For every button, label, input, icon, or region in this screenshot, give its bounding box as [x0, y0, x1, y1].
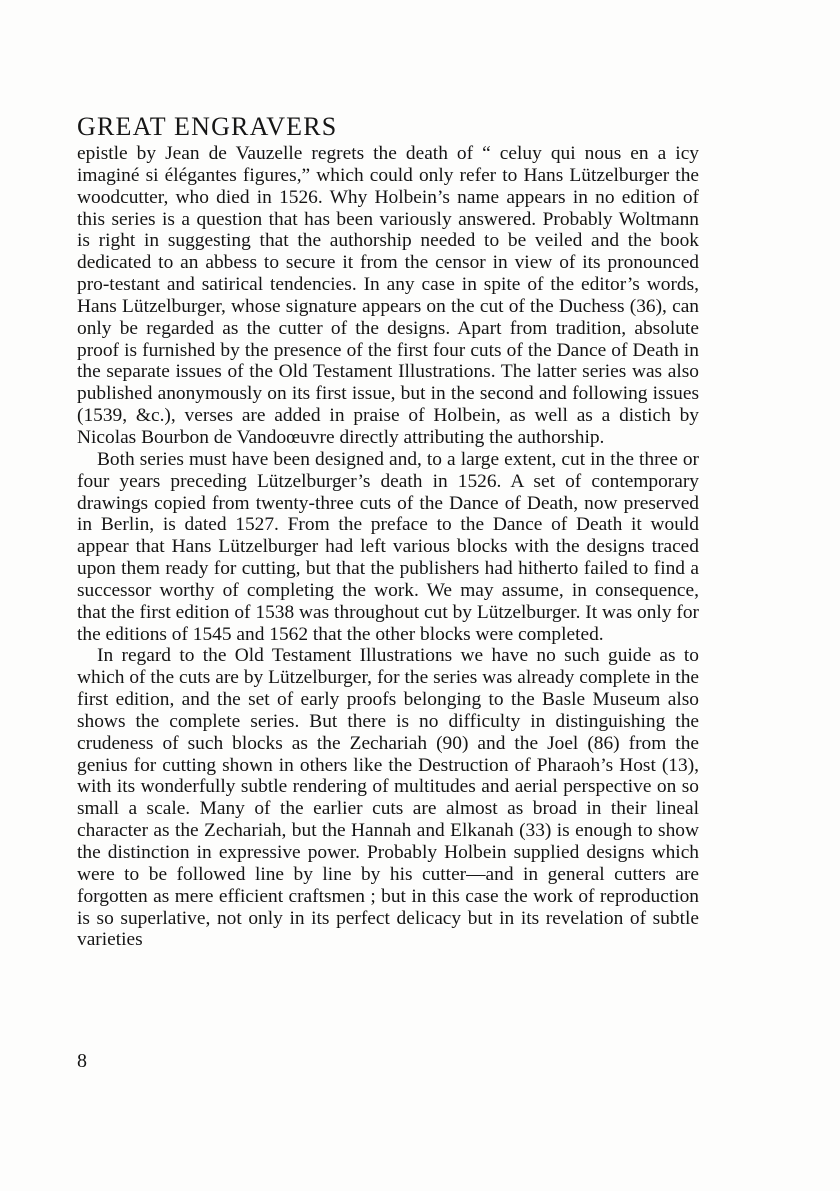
paragraph: epistle by Jean de Vauzelle regrets the death of “ celuy qui nous en a icy imaginé si élégantes figures,” which could only refer to Hans Lützelburger the woodcutter, who died in 1526. Why Holbein’s name appears in no edition of this series is a question that has been variously answered. Probably Woltmann is right in suggesting that the authorship needed to be veiled and the book dedicated to an abbess to secure it from the censor in view of its pronounced pro-testant and satirical tendencies. In any case in spite of the editor’s words, Hans Lützelburger, whose signature appears on the cut of the Duchess (36), can only be regarded as the cutter of the designs. Apart from tradition, absolute proof is furnished by the presence of the first four cuts of the Dance of Death in the separate issues of the Old Testament Illustrations. The latter series was also published anonymously on its first issue, but in the second and following issues (1539, &c.), verses are added in praise of Holbein, as well as a distich by Nicolas Bourbon de Vandoœuvre directly attributing the authorship.	[77, 143, 699, 448]
paragraph: Both series must have been designed and, to a large extent, cut in the three or four years preceding Lützelburger’s death in 1526. A set of contemporary drawings copied from twenty-three cuts of the Dance of Death, now preserved in Berlin, is dated 1527. From the preface to the Dance of Death it would appear that Hans Lützelburger had left various blocks with the designs traced upon them ready for cutting, but that the publishers had hitherto failed to find a successor worthy of completing the work. We may assume, in consequence, that the first edition of 1538 was throughout cut by Lützelburger. It was only for the editions of 1545 and 1562 that the other blocks were completed.	[77, 448, 699, 645]
body-text	[77, 143, 699, 951]
page-number: 8	[77, 1050, 87, 1072]
running-head: GREAT ENGRAVERS	[77, 112, 338, 141]
paragraph: In regard to the Old Testament Illustrations we have no such guide as to which of the cuts are by Lützelburger, for the series was already complete in the first edition, and the set of early proofs belonging to the Basle Museum also shows the complete series. But there is no difficulty in distinguishing the crudeness of such blocks as the Zechariah (90) and the Joel (86) from the genius for cutting shown in others like the Destruction of Pharaoh’s Host (13), with its wonderfully subtle rendering of multitudes and aerial perspective on so small a scale. Many of the earlier cuts are almost as broad in their lineal character as the Zechariah, but the Hannah and Elkanah (33) is enough to show the distinction in expressive power. Probably Holbein supplied designs which were to be followed line by line by his cutter—and in general cutters are forgotten as mere efficient craftsmen ; but in this case the work of reproduction is so superlative, not only in its perfect delicacy but in its revelation of subtle varieties	[77, 645, 699, 951]
